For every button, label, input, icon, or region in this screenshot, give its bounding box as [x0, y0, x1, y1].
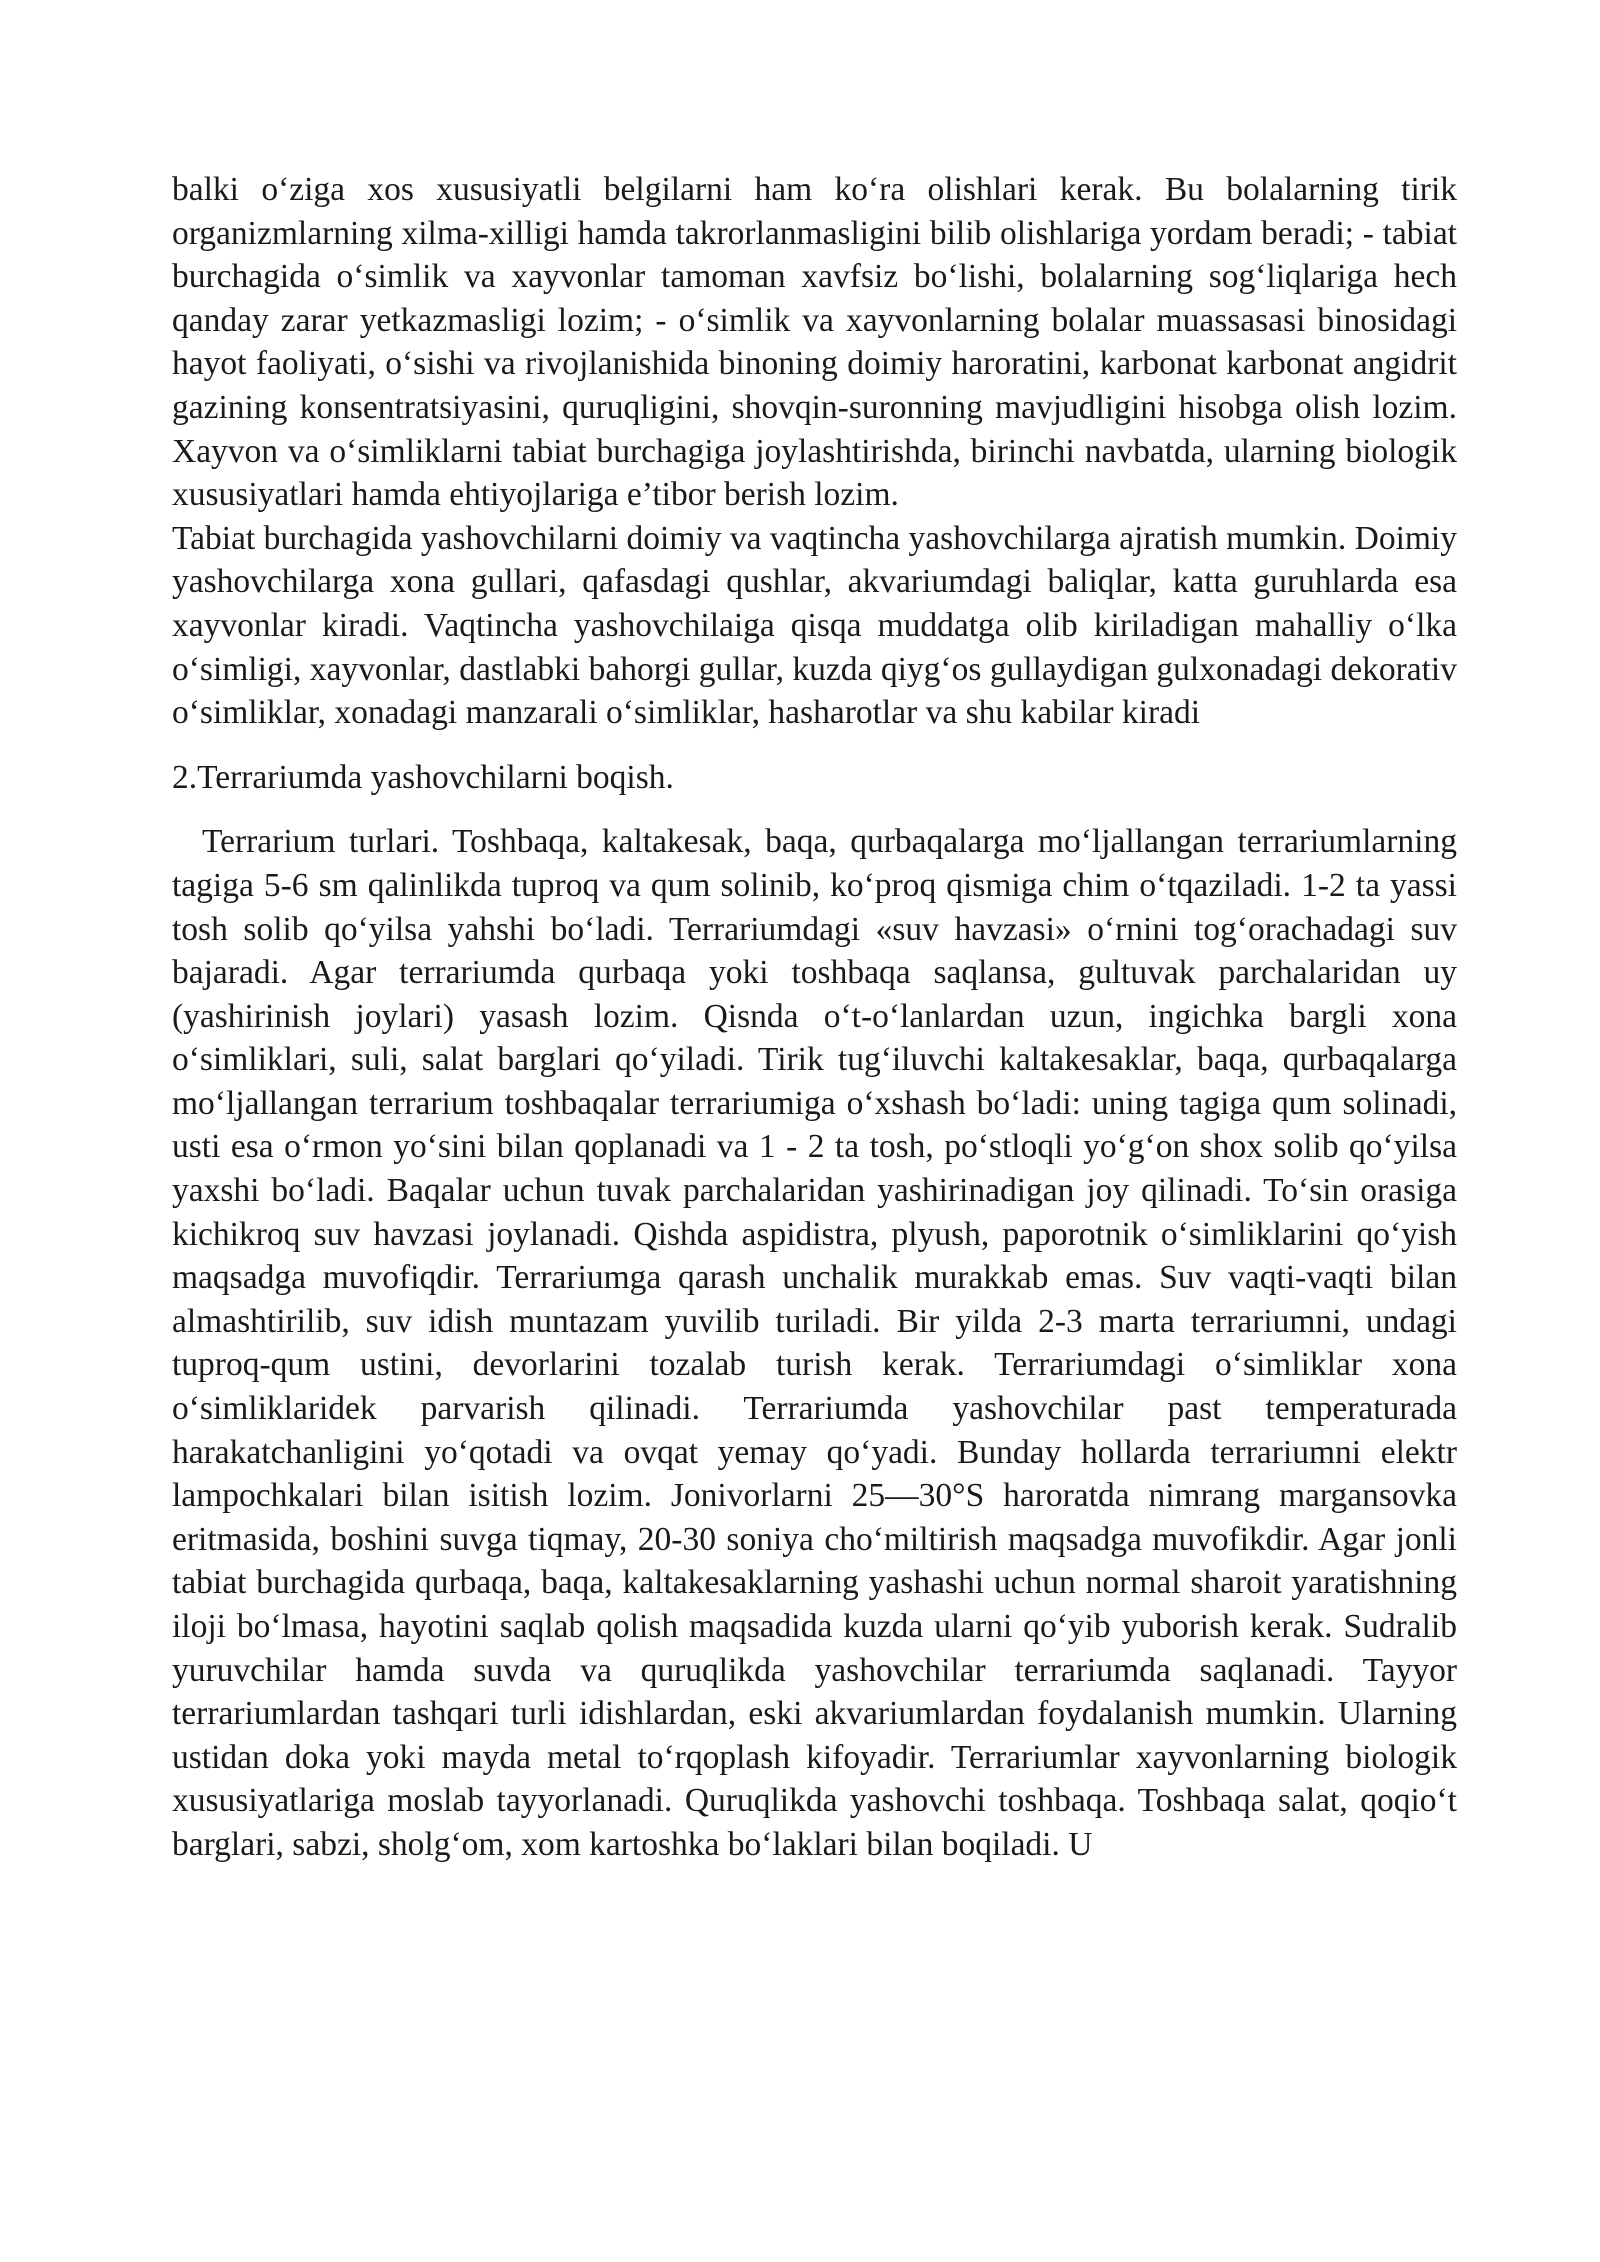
body-paragraph: Terrarium turlari. Toshbaqa, kaltakesak, baqa, qurbaqalarga mo‘ljallangan terrariumlarning tagiga 5-6 sm qalinlikda tuproq va qum solinib, ko‘proq qismiga chim o‘tqaziladi. 1-2 ta yassi tosh solib qo‘yilsa yahshi bo‘ladi. Terrariumdagi «suv havzasi» o‘rnini tog‘orachadagi suv bajaradi. Agar terrariumda qurbaqa yoki toshbaqa saqlansa, gultuvak parchalaridan uy (yashirinish joylari) yasash lozim. Qisnda o‘t-o‘lanlardan uzun, ingichka bargli xona o‘simliklari, suli, salat barglari qo‘yiladi. Tirik tug‘iluvchi kaltakesaklar, baqa, qurbaqalarga mo‘ljallangan terrarium toshbaqalar terrariumiga o‘xshash bo‘ladi: uning tagiga qum solinadi, usti esa o‘rmon yo‘sini bilan qoplanadi va 1 - 2 ta tosh, po‘stloqli yo‘g‘on shox solib qo‘yilsa yaxshi bo‘ladi. Baqalar uchun tuvak parchalaridan yashirinadigan joy qilinadi. To‘sin orasiga kichikroq suv havzasi joylanadi. Qishda aspidistra, plyush, paporotnik o‘simliklarini qo‘yish maqsadga muvofiqdir. Terrariumga qarash unchalik murakkab emas. Suv vaqti-vaqti bilan almashtirilib, suv idish muntazam yuvilib turiladi. Bir yilda 2-3 marta terrariumni, undagi tuproq-qum ustini, devorlarini tozalab turish kerak. Terrariumdagi o‘simliklar xona o‘simliklaridek parvarish qilinadi. Terrariumda yashovchilar past temperaturada harakatchanligini yo‘qotadi va ovqat yemay qo‘yadi. Bunday hollarda terrariumni elektr lampochkalari bilan isitish lozim. Jonivorlarni 25—30°S haroratda nimrang margansovka eritmasida, boshini suvga tiqmay, 20-30 soniya cho‘miltirish maqsadga muvofikdir. Agar jonli tabiat burchagida qurbaqa, baqa, kaltakesaklarning yashashi uchun normal sharoit yaratishning iloji bo‘lmasa, hayotini saqlab qolish maqsadida kuzda ularni qo‘yib yuborish kerak. Sudralib yuruvchilar hamda suvda va quruqlikda yashovchilar terrariumda saqlanadi. Tayyor terrariumlardan tashqari turli idishlardan, eski akvariumlardan foydalanish mumkin. Ularning ustidan doka yoki mayda metal to‘rqoplash kifoyadir. Terrariumlar xayvonlarning biologik xususiyatlariga moslab tayyorlanadi. Quruqlikda yashovchi toshbaqa. Toshbaqa salat, qoqio‘t barglari, sabzi, sholg‘om, xom kartoshka bo‘laklari bilan boqiladi. U: [172, 823, 1457, 1863]
body-paragraph: balki o‘ziga xos xususiyatli belgilarni ham ko‘ra olishlari kerak. Bu bolalarning tirik organizmlarning xilma-xilligi hamda takrorlanmasligini bilib olishlariga yordam beradi; - tabiat burchagida o‘simlik va xayvonlar tamoman xavfsiz bo‘lishi, bolalarning sog‘liqlariga hech qanday zarar yetkazmasligi lozim; - o‘simlik va xayvonlarning bolalar muassasasi binosidagi hayot faoliyati, o‘sishi va rivojlanishida binoning doimiy haroratini, karbonat karbonat angidrit gazining konsentratsiyasini, quruqligini, shovqin-suronning mavjudligini hisobga olish lozim. Xayvon va o‘simliklarni tabiat burchagiga joylashtirishda, birinchi navbatda, ularning biologik xususiyatlari hamda ehtiyojlariga e’tibor berish lozim.: [172, 171, 1457, 514]
body-paragraph: Tabiat burchagida yashovchilarni doimiy va vaqtincha yashovchilarga ajratish mumkin. Doimiy yashovchilarga xona gullari, qafasdagi qushlar, akvariumdagi baliqlar, katta guruhlarda esa xayvonlar kiradi. Vaqtincha yashovchilaiga qisqa muddatga olib kiriladigan mahalliy o‘lka o‘simligi, xayvonlar, dastlabki bahorgi gullar, kuzda qiyg‘os gullaydigan gulxonadagi dekorativ o‘simliklar, xonadagi manzarali o‘simliklar, hasharotlar va shu kabilar kiradi: [172, 519, 1457, 732]
section-heading: 2.Terrariumda yashovchilarni boqish.: [172, 758, 674, 796]
document-page: [172, 168, 1457, 1867]
